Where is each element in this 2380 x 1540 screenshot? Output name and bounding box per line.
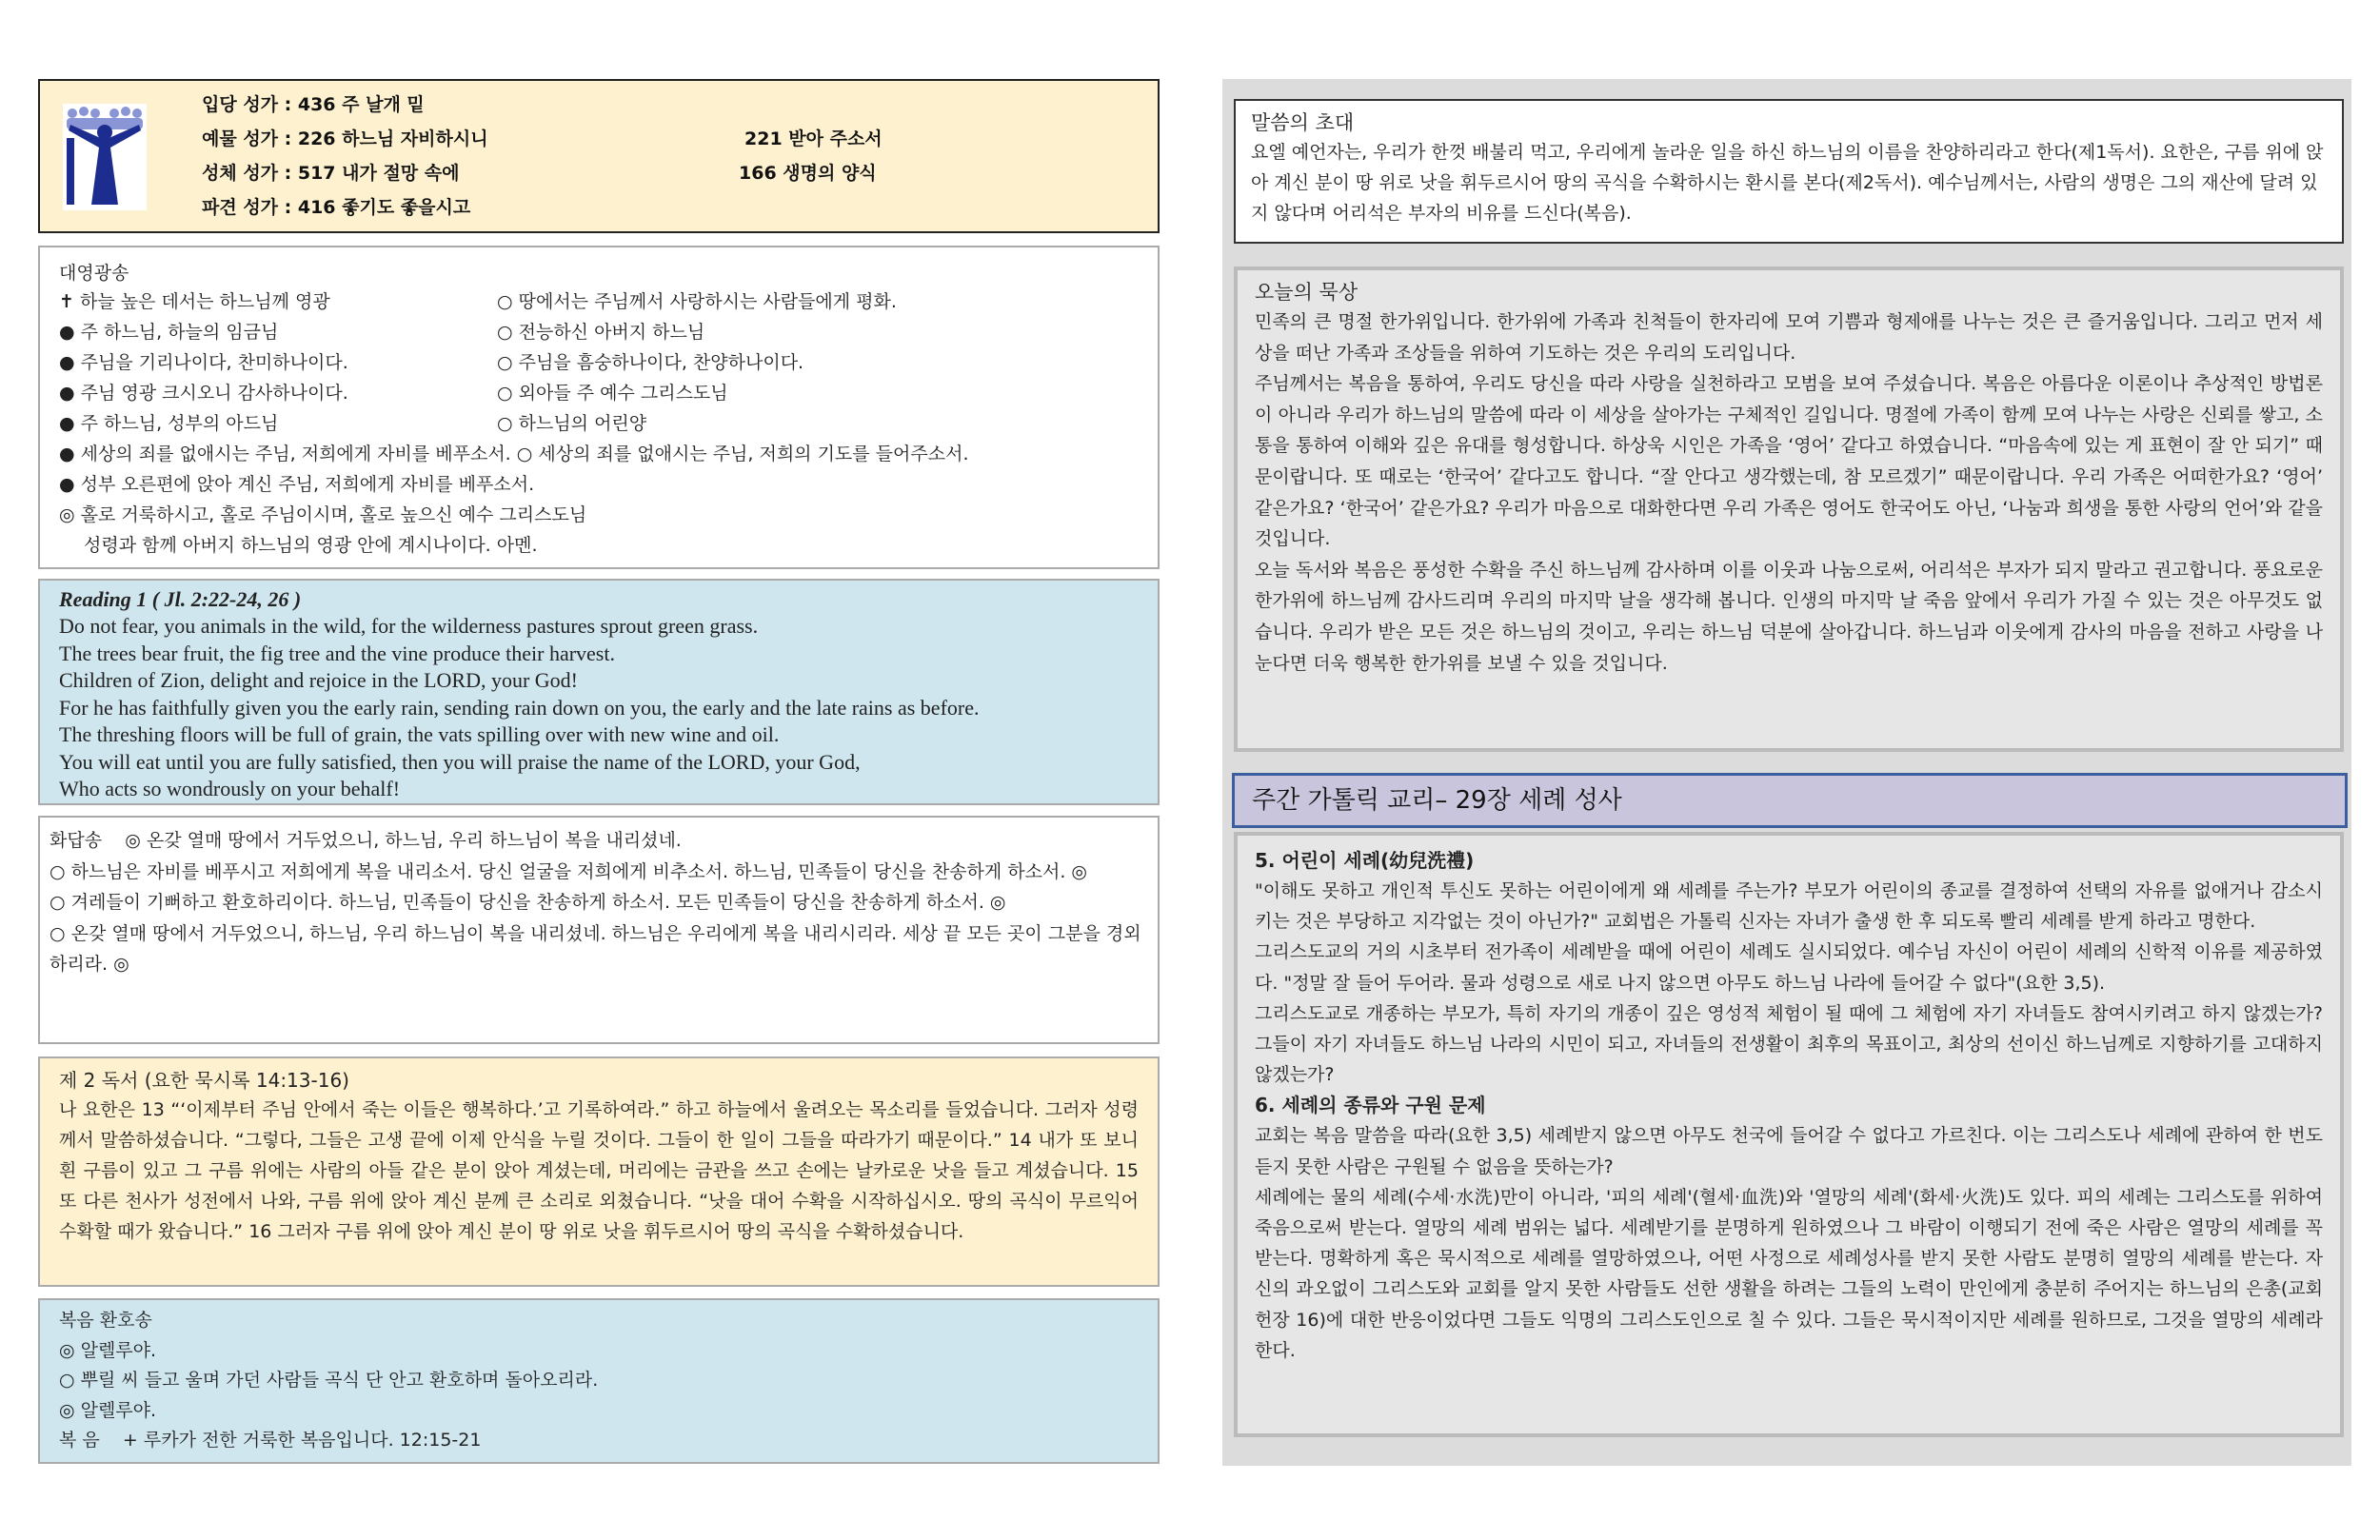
- communion-hymn: 성체 성가 : 517 내가 절망 속에: [202, 163, 460, 184]
- invitation-text: 요엘 예언자는, 우리가 한껏 배불리 먹고, 우리에게 놀라운 일을 하신 하느님의 이름을 찬양하리라고 한다(제1독서). 요한은, 구름 위에 앉아 계신 분이 땅 위로 낫을 휘두르시어 땅의 곡식을 수확하시는 환시를 본다(제2독서). 예수님께서는, 사람의 생명은 그의 재산에 달려 있지 않다며 어리석은 부자의 비유를 드신다(복음).: [1251, 142, 2324, 224]
- second-reading-box: [38, 1056, 1160, 1287]
- second-reading-text: 나 요한은 13 “‘이제부터 주님 안에서 죽는 이들은 행복하다.’고 기록하여라.” 하고 하늘에서 울려오는 목소리를 들었습니다. 그러자 성령께서 말씀하셨습니다. “그렇다, 그들은 고생 끝에 이제 안식을 누릴 것이다. 그들이 한 일이 그들을 따라가기 때문이다.” 14 내가 또 보니 흰 구름이 있고 그 구름 위에는 사람의 아들 같은 분이 앉아 계셨는데, 머리에는 금관을 쓰고 손에는 날카로운 낫을 들고 계셨습니다. 15 또 다른 천사가 성전에서 나와, 구름 위에 앉아 계신 분께 큰 소리로 외쳤습니다. “낫을 대어 수확을 시작하십시오. 땅의 곡식이 무르익어 수확할 때가 왔습니다.” 16 그러자 구름 위에 앉아 계신 분이 땅 위로 낫을 휘두르시어 땅의 곡식을 수확하셨습니다.: [59, 1099, 1139, 1242]
- gloria-line: 성령과 함께 아버지 하느님의 영광 안에 계시나이다. 아멘.: [84, 535, 538, 556]
- psalm-title-line: [50, 825, 1148, 857]
- reading-line: You will eat until you are fully satisfied, then you will praise the name of the LORD, your God,: [59, 749, 861, 774]
- second-reading-title: 제 2 독서 (요한 묵시록 14:13-16): [59, 1069, 349, 1092]
- reading-line: Who acts so wondrously on your behalf!: [59, 777, 401, 800]
- gloria-line: ● 주 하느님, 성부의 아드님: [59, 413, 279, 434]
- catechism-box: [1234, 832, 2344, 1437]
- psalm-verse: ○ 온갖 열매 땅에서 거두었으니, 하느님, 우리 하느님이 복을 내리셨네. 하느님은 우리에게 복을 내리시리라. 세상 끝 모든 곳이 그분을 경외하리라. ◎: [50, 922, 1141, 975]
- gloria-box: [38, 246, 1160, 569]
- gloria-line: ○ 주님을 흠숭하나이다, 찬양하나이다.: [497, 352, 804, 373]
- acclamation-line: ○ 뿌릴 씨 들고 울며 가던 사람들 곡식 단 안고 환호하며 돌아오리라.: [59, 1370, 599, 1391]
- entrance-hymn: 입당 성가 : 436 주 날개 밑: [202, 94, 425, 115]
- gloria-line: ○ 하느님의 어린양: [497, 413, 647, 434]
- acclamation-line: ◎ 알렐루야.: [59, 1399, 157, 1421]
- psalm-verse: ○ 하느님은 자비를 베푸시고 저희에게 복을 내리소서. 당신 얼굴을 저희에게 비추소서. 하느님, 민족들이 당신을 찬송하게 하소서. ◎: [50, 860, 1088, 882]
- responsorial-psalm-box: [38, 816, 1160, 1044]
- meditation-paragraph: 오늘 독서와 복음은 풍성한 수확을 주신 하느님께 감사하며 이를 이웃과 나눔으로써, 어리석은 부자가 되지 말라고 권고합니다. 풍요로운 한가위에 하느님께 감사드리며 우리의 마지막 날을 생각해 봅니다. 인생의 마지막 날 죽음 앞에서 우리가 가질 수 있는 것은 아무것도 없습니다. 우리가 받은 모든 것은 하느님의 것이고, 우리는 하느님 덕분에 살아갑니다. 하느님과 이웃에게 감사의 마음을 전하고 사랑을 나눈다면 더욱 행복한 한가위를 보낼 수 있을 것입니다.: [1255, 559, 2323, 674]
- gloria-line: ● 주님 영광 크시오니 감사하나이다.: [59, 383, 348, 404]
- gloria-line: ○ 외아들 주 예수 그리스도님: [497, 383, 728, 404]
- word-invitation-box: [1234, 99, 2344, 244]
- gloria-row: [59, 317, 1139, 347]
- catechism-header: 주간 가톨릭 교리– 29장 세례 성사: [1232, 773, 2348, 828]
- meditation-paragraph: 주님께서는 복음을 통하여, 우리도 당신을 따라 사랑을 실천하라고 모범을 보여 주셨습니다. 복음은 아름다운 이론이나 추상적인 방법론이 아니라 우리가 하느님의 말씀에 따라 이 세상을 살아가는 구체적인 길입니다. 명절에 가족이 함께 모여 나누는 사랑은 신뢰를 쌓고, 소통을 통하여 이해와 깊은 유대를 형성합니다. 하상욱 시인은 가족을 ‘영어’ 같다고 하였습니다. “마음속에 있는 게 표현이 잘 안 되기” 때문이랍니다. 또 때로는 ‘한국어’ 같다고도 합니다. “잘 안다고 생각했는데, 참 모르겠기” 때문이랍니다. 우리 가족은 어떠한가요? ‘영어’ 같은가요? ‘한국어’ 같은가요? 우리가 마음으로 대화한다면 우리 가족은 영어도 한국어도 아닌, ‘나눔과 희생을 통한 사랑의 언어’와 같을 것입니다.: [1255, 373, 2323, 550]
- psalm-title: 화답송: [50, 830, 103, 851]
- hymn-list-box: [38, 79, 1160, 233]
- gloria-line: ✝ 하늘 높은 데서는 하느님께 영광: [59, 291, 330, 312]
- communion-hymn-alt: 166 생명의 양식: [739, 163, 877, 184]
- gloria-line: ● 세상의 죄를 없애시는 주님, 저희에게 자비를 베푸소서. ○ 세상의 죄를 없애시는 주님, 저희의 기도를 들어주소서.: [59, 444, 969, 464]
- offertory-hymn-alt: 221 받아 주소서: [744, 128, 883, 149]
- catechism-paragraph: 그리스도교의 거의 시초부터 전가족이 세례받을 때에 어린이 세례도 실시되었다. 예수님 자신이 어린이 세례의 신학적 이유를 제공하였다. "정말 잘 들어 두어라. 물과 성령으로 새로 나지 않으면 아무도 하느님 나라에 들어갈 수 없다"(요한 3,5).: [1255, 941, 2323, 994]
- first-reading-box: [38, 579, 1160, 805]
- gloria-line: ● 주님을 기리나이다, 찬미하나이다.: [59, 352, 348, 373]
- catechism-paragraph: 그리스도교로 개종하는 부모가, 특히 자기의 개종이 깊은 영성적 체험이 될 때에 그 체험에 자기 자녀들도 참여시키려고 하지 않겠는가? 그들이 자기 자녀들도 하느님 나라의 시민이 되고, 자녀들의 전생활이 최후의 목표이고, 최상의 선이신 하느님께로 지향하기를 고대하지 않겠는가?: [1255, 1002, 2323, 1086]
- offertory-hymn: 예물 성가 : 226 하느님 자비하시니: [202, 128, 488, 149]
- gloria-line: ○ 땅에서는 주님께서 사랑하시는 사람들에게 평화.: [497, 291, 897, 312]
- gospel-line: 복 음 + 루카가 전한 거룩한 복음입니다. 12:15-21: [59, 1430, 482, 1451]
- invitation-title: 말씀의 초대: [1251, 111, 1355, 134]
- reading-line: Children of Zion, delight and rejoice in the LORD, your God!: [59, 668, 578, 692]
- gloria-row: [59, 408, 1139, 439]
- gloria-row: [59, 347, 1139, 378]
- gloria-line: ● 주 하느님, 하늘의 임금님: [59, 322, 279, 343]
- gloria-line: ○ 전능하신 아버지 하느님: [497, 322, 705, 343]
- gloria-line: ● 성부 오른편에 앉아 계신 주님, 저희에게 자비를 베푸소서.: [59, 474, 535, 495]
- catechism-section-heading: 5. 어린이 세례(幼兒洗禮): [1255, 849, 1475, 872]
- reading-line: Do not fear, you animals in the wild, for the wilderness pastures sprout green grass.: [59, 614, 759, 638]
- acclamation-line: ◎ 알렐루야.: [59, 1339, 157, 1361]
- psalm-verse: ○ 겨레들이 기뻐하고 환호하리이다. 하느님, 민족들이 당신을 찬송하게 하소서. 모든 민족들이 당신을 찬송하게 하소서. ◎: [50, 892, 1006, 913]
- catechism-paragraph: "이해도 못하고 개인적 투신도 못하는 어린이에게 왜 세례를 주는가? 부모가 어린이의 종교를 결정하여 선택의 자유를 없애거나 감소시키는 것은 부당하고 지각없는 것이 아닌가?" 교회법은 가톨릭 신자는 자녀가 출생 한 후 되도록 빨리 세례를 받게 하라고 명한다.: [1255, 880, 2323, 933]
- gloria-row: [59, 378, 1139, 408]
- gloria-title: 대영광송: [59, 263, 129, 284]
- meditation-title: 오늘의 묵상: [1255, 281, 1359, 304]
- catechism-paragraph: 세례에는 물의 세례(수세·水洗)만이 아니라, '피의 세례'(혈세·血洗)와 '열망의 세례'(화세·火洗)도 있다. 피의 세례는 그리스도를 위하여 죽음으로써 받는다. 열망의 세례 범위는 넓다. 세례받기를 분명하게 원하였으나 그 바람이 이행되기 전에 죽은 사람은 열망의 세례를 꼭 받는다. 명확하게 혹은 묵시적으로 세례를 열망하였으나, 어떤 사정으로 세례성사를 받지 못한 사람도 분명히 열망의 세례를 받는다. 자신의 과오없이 그리스도와 교회를 알지 못한 사람들도 선한 생활을 하려는 그들의 노력이 만인에게 충분히 주어지는 하느님의 은총(교회헌장 16)에 대한 반응이었다면 그들도 익명의 그리스도인으로 칠 수 있다. 그들은 묵시적이지만 세례를 원하므로, 그것을 열망의 세례라 한다.: [1255, 1186, 2323, 1361]
- catechism-paragraph: 교회는 복음 말씀을 따라(요한 3,5) 세례받지 않으면 아무도 천국에 들어갈 수 없다고 가르친다. 이는 그리스도나 세례에 관하여 한 번도 듣지 못한 사람은 구원될 수 없음을 뜻하는가?: [1255, 1125, 2323, 1177]
- choir-praising-figure-icon: [63, 104, 147, 210]
- gospel-acclamation-box: [38, 1298, 1160, 1464]
- dismissal-hymn: 파견 성가 : 416 좋기도 좋을시고: [202, 197, 471, 218]
- catechism-section-heading: 6. 세례의 종류와 구원 문제: [1255, 1094, 1486, 1117]
- reading-line: The trees bear fruit, the fig tree and the vine produce their harvest.: [59, 641, 615, 665]
- acclamation-title: 복음 환호송: [59, 1310, 152, 1331]
- meditation-paragraph: 민족의 큰 명절 한가위입니다. 한가위에 가족과 친척들이 한자리에 모여 기쁨과 형제애를 나누는 것은 큰 즐거움입니다. 그리고 먼저 세상을 떠난 가족과 조상들을 위하여 기도하는 것은 우리의 도리입니다.: [1255, 311, 2323, 364]
- reading-line: For he has faithfully given you the early rain, sending rain down on you, the early and the late rains as before.: [59, 695, 980, 720]
- psalm-response: ◎ 온갖 열매 땅에서 거두었으니, 하느님, 우리 하느님이 복을 내리셨네.: [125, 830, 682, 851]
- meditation-box: [1234, 267, 2344, 752]
- gloria-line: ◎ 홀로 거룩하시고, 홀로 주님이시며, 홀로 높으신 예수 그리스도님: [59, 504, 587, 525]
- first-reading-title: Reading 1 ( Jl. 2:22-24, 26 ): [59, 587, 302, 611]
- reading-line: The threshing floors will be full of grain, the vats spilling over with new wine and oil.: [59, 722, 780, 746]
- gloria-row: [59, 286, 1139, 317]
